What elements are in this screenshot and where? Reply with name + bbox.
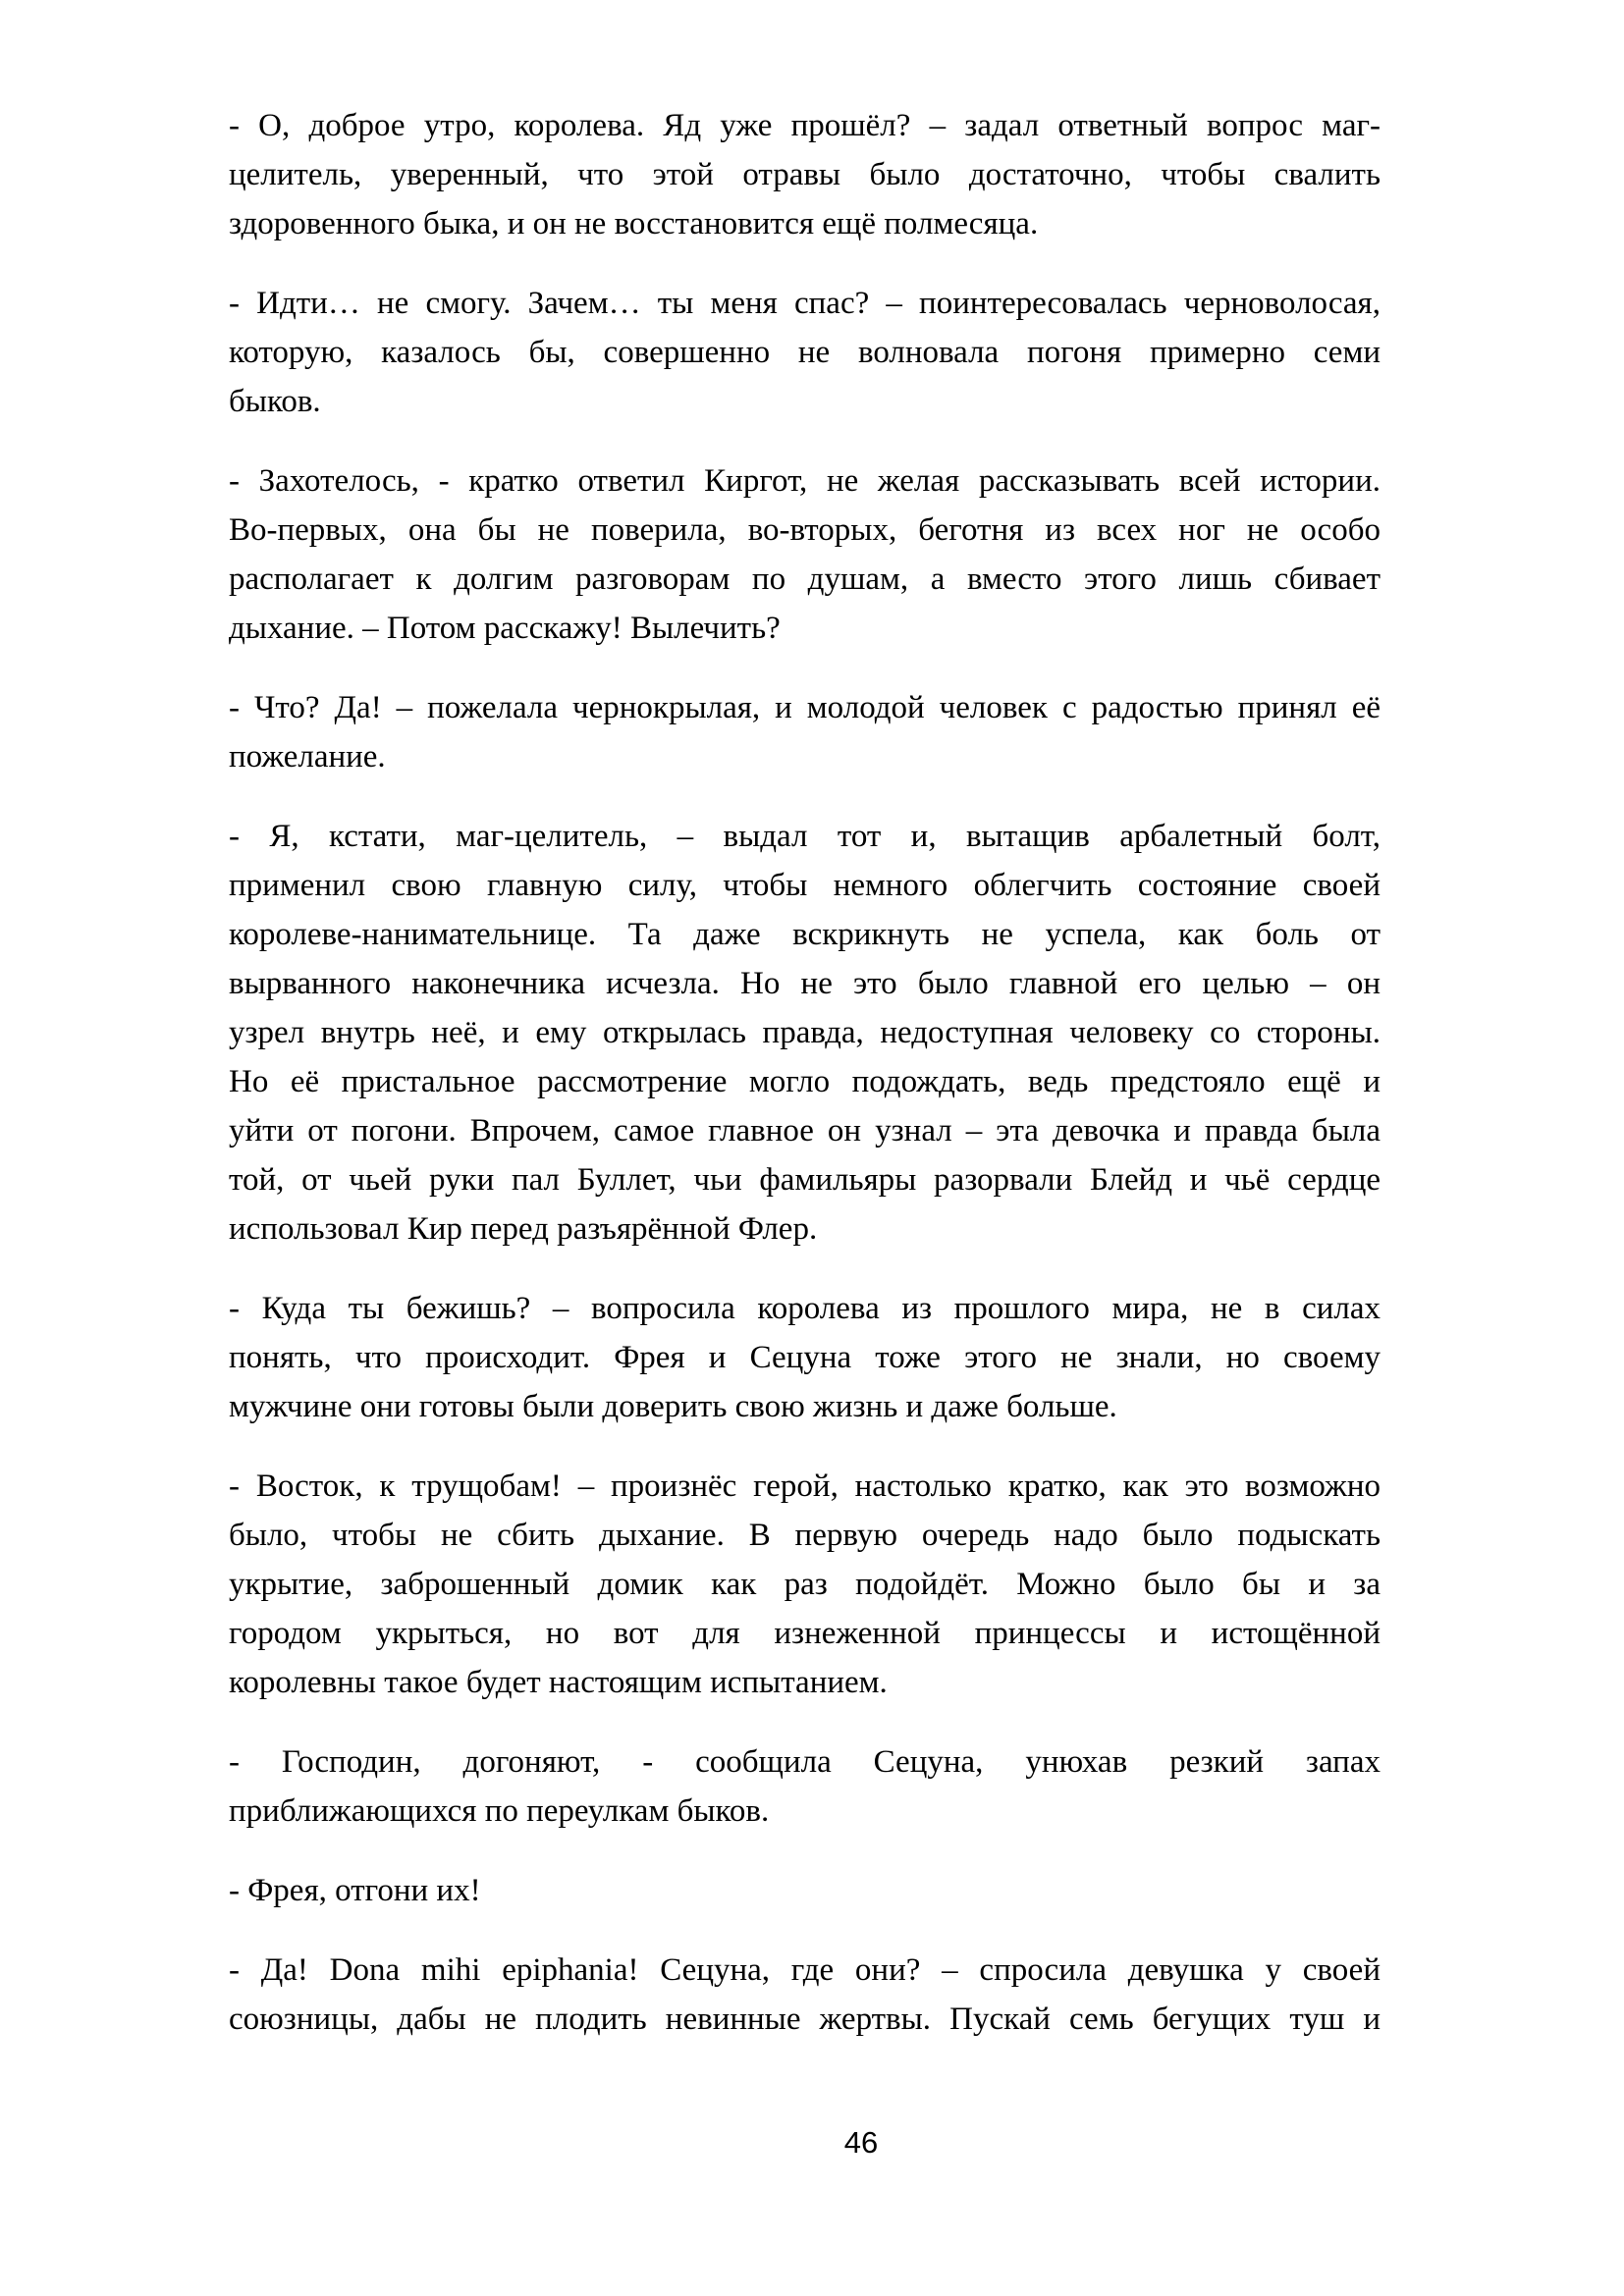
text-line: здоровенного быка, и он не восстановится ещё полмесяца. bbox=[229, 206, 1039, 241]
text-line: было, чтобы не сбить дыхание. В первую очередь надо было подыскать bbox=[229, 1518, 1380, 1553]
text-line: быков. bbox=[229, 384, 321, 419]
text-line: - Захотелось, - кратко ответил Киргот, не желая рассказывать всей истории. bbox=[229, 463, 1380, 499]
text-line: понять, что происходит. Фрея и Сецуна тоже этого не знали, но своему bbox=[229, 1340, 1380, 1375]
text-line: дыхание. – Потом расскажу! Вылечить? bbox=[229, 611, 781, 646]
paragraph bbox=[229, 683, 1380, 781]
text-line: Во-первых, она бы не поверила, во-вторых, беготня из всех ног не особо bbox=[229, 512, 1380, 548]
paragraph bbox=[229, 1737, 1380, 1836]
text-line: - Что? Да! – пожелала чернокрылая, и молодой человек с радостью принял её bbox=[229, 690, 1380, 725]
paragraph bbox=[229, 812, 1380, 1254]
paragraph bbox=[229, 1284, 1380, 1431]
text-line: целитель, уверенный, что этой отравы было достаточно, чтобы свалить bbox=[229, 157, 1380, 192]
text-line: Но её пристальное рассмотрение могло подождать, ведь предстояло ещё и bbox=[229, 1064, 1380, 1099]
text-line: которую, казалось бы, совершенно не волновала погоня примерно семи bbox=[229, 335, 1380, 370]
text-line: мужчине они готовы были доверить свою жизнь и даже больше. bbox=[229, 1389, 1117, 1424]
paragraph bbox=[229, 1866, 1380, 1915]
text-line: укрытие, заброшенный домик как раз подойдёт. Можно было бы и за bbox=[229, 1567, 1380, 1602]
paragraph bbox=[229, 1462, 1380, 1707]
text-line: - Да! Dona mihi epiphania! Сецуна, где они? – спросила девушка у своей bbox=[229, 1952, 1380, 1988]
paragraph bbox=[229, 101, 1380, 248]
text-line: союзницы, дабы не плодить невинные жертвы. Пускай семь бегущих туш и bbox=[229, 2002, 1380, 2037]
paragraph bbox=[229, 456, 1380, 653]
text-line: уйти от погони. Впрочем, самое главное он узнал – эта девочка и правда была bbox=[229, 1113, 1380, 1148]
text-line: - О, доброе утро, королева. Яд уже прошёл? – задал ответный вопрос маг- bbox=[229, 108, 1380, 143]
text-line: - Фрея, отгони их! bbox=[229, 1873, 481, 1908]
text-line: - Восток, к трущобам! – произнёс герой, настолько кратко, как это возможно bbox=[229, 1468, 1380, 1504]
text-line: королеве-нанимательнице. Та даже вскрикнуть не успела, как боль от bbox=[229, 917, 1380, 952]
text-line: - Куда ты бежишь? – вопросила королева из прошлого мира, не в силах bbox=[229, 1291, 1380, 1326]
paragraph bbox=[229, 1946, 1380, 2044]
text-line: вырванного наконечника исчезла. Но не это было главной его целью – он bbox=[229, 966, 1380, 1001]
text-line: - Я, кстати, маг-целитель, – выдал тот и, вытащив арбалетный болт, bbox=[229, 819, 1380, 854]
text-line: располагает к долгим разговорам по душам, а вместо этого лишь сбивает bbox=[229, 561, 1380, 597]
page-footer bbox=[0, 2123, 1624, 2163]
page-number: 46 bbox=[843, 2125, 879, 2160]
text-line: использовал Кир перед разъярённой Флер. bbox=[229, 1211, 818, 1247]
text-line: той, от чьей руки пал Буллет, чьи фамильяры разорвали Блейд и чьё сердце bbox=[229, 1162, 1380, 1198]
text-line: приближающихся по переулкам быков. bbox=[229, 1793, 770, 1829]
text-line: - Идти… не смогу. Зачем… ты меня спас? – поинтересовалась черноволосая, bbox=[229, 286, 1380, 321]
text-line: городом укрыться, но вот для изнеженной принцессы и истощённой bbox=[229, 1616, 1380, 1651]
text-line: - Господин, догоняют, - сообщила Сецуна, унюхав резкий запах bbox=[229, 1744, 1380, 1780]
text-line: пожелание. bbox=[229, 739, 386, 774]
text-line: узрел внутрь неё, и ему открылась правда, недоступная человеку со стороны. bbox=[229, 1015, 1380, 1050]
body-text bbox=[229, 101, 1380, 2074]
text-line: королевны такое будет настоящим испытанием. bbox=[229, 1665, 888, 1700]
text-line: применил свою главную силу, чтобы немного облегчить состояние своей bbox=[229, 868, 1380, 903]
paragraph bbox=[229, 279, 1380, 426]
